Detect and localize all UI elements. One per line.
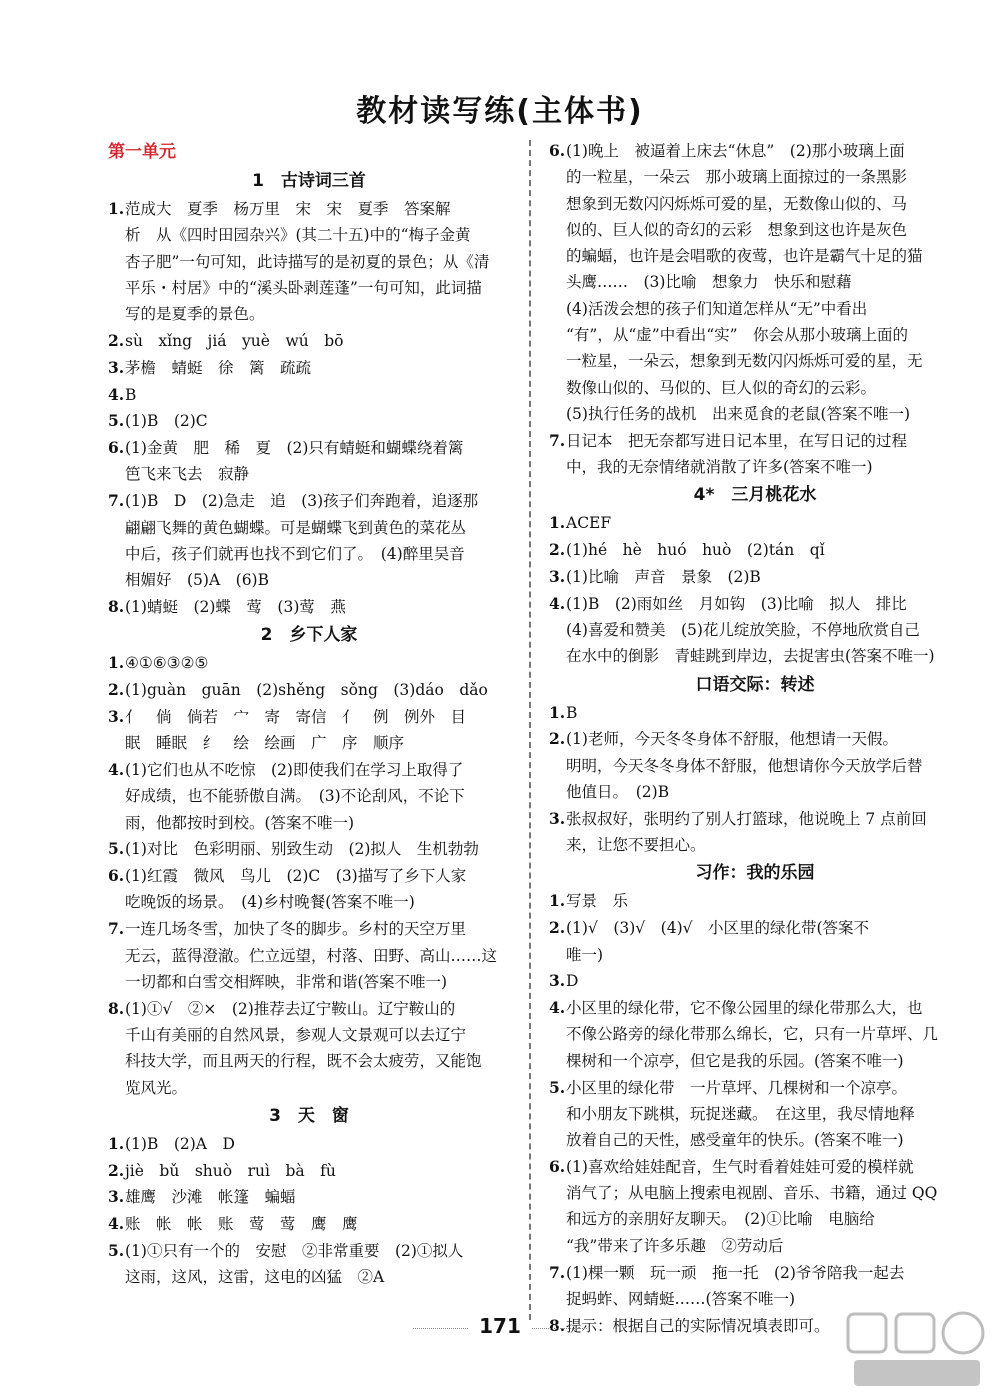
answer-line: (1)棵一颗 玩一顽 拖一托 (2)爷爷陪我一起去: [566, 1263, 905, 1282]
item-number: 2.: [549, 918, 566, 938]
answer-item: [108, 1158, 510, 1184]
answer-line: 这雨，这风，这雷，这电的凶猛 ②A: [125, 1268, 385, 1287]
answer-line: 不像公路旁的绿化带那么绵长，它，只有一片草坪、几: [566, 1025, 939, 1044]
answer-item: [108, 836, 510, 862]
item-number: 6.: [108, 866, 125, 886]
answer-item: [549, 700, 961, 726]
answer-line: 放着自己的天性，感受童年的快乐。(答案不唯一): [566, 1131, 904, 1150]
item-number: 8.: [108, 596, 125, 616]
answer-line: 棵树和一个凉亭，但它是我的乐园。(答案不唯一): [566, 1051, 904, 1070]
answer-item: [108, 704, 510, 757]
answer-line: 消气了；从电脑上搜索电视剧、音乐、书籍，通过 QQ: [566, 1184, 938, 1203]
answer-line: 一粒星，一朵云，想象到无数闪闪烁烁可爱的星，无: [566, 352, 923, 371]
answer-line: (1)√ (3)√ (4)√ 小区里的绿化带(答案不: [566, 919, 870, 938]
answer-line: 唯一): [566, 945, 604, 964]
right-column: [549, 138, 961, 1339]
answer-line: 提示：根据自己的实际情况填表即可。: [566, 1316, 830, 1335]
answer-line: 览风光。: [125, 1078, 188, 1097]
answer-line: (1)B (2)雨如丝 月如钩 (3)比喻 拟人 排比: [566, 594, 907, 613]
footer-ornament: [532, 1328, 587, 1329]
answer-item: [108, 196, 510, 327]
answer-item: [549, 806, 961, 859]
answer-item: [108, 382, 510, 408]
item-number: 1.: [549, 513, 566, 533]
answer-line: sù xǐng jiá yuè wú bō: [125, 331, 344, 350]
answer-item: [549, 1075, 961, 1154]
lesson-heading: 4* 三月桃花水: [693, 485, 817, 506]
answer-line: 科技大学，而且两天的行程，既不会太疲劳，又能饱: [125, 1052, 482, 1071]
answer-line: 雨，他都按时到校。(答案不唯一): [125, 813, 355, 832]
item-number: 4.: [108, 384, 125, 404]
answer-line: (1)①只有一个的 安慰 ②非常重要 (2)①拟人: [125, 1241, 464, 1260]
answer-line: 相媚好 (5)A (6)B: [125, 571, 269, 590]
item-number: 6.: [108, 438, 125, 458]
answer-line: (1)guàn guān (2)shěng sǒng (3)dáo dǎo: [125, 681, 488, 700]
answer-line: 明明，今天冬冬身体不舒服，他想请你今天放学后替: [566, 756, 923, 775]
item-number: 5.: [108, 411, 125, 431]
item-number: 7.: [108, 491, 125, 511]
page-title: 教材读写练(主体书): [356, 94, 644, 129]
answer-item: [108, 757, 510, 836]
answer-item: [108, 996, 510, 1101]
answer-line: (1)喜欢给娃娃配音，生气时看着娃娃可爱的模样就: [566, 1157, 914, 1176]
answer-line: (1)晚上 被逼着上床去“休息” (2)那小玻璃上面: [566, 142, 905, 160]
item-number: 4.: [108, 1214, 125, 1234]
item-number: 6.: [549, 141, 566, 160]
answer-line: (5)执行任务的战机 出来觅食的老鼠(答案不唯一): [566, 404, 911, 423]
answer-item: [108, 488, 510, 593]
answer-line: (1)①√ ②× (2)推荐去辽宁鞍山。辽宁鞍山的: [125, 999, 456, 1018]
answer-item: [549, 537, 961, 563]
answer-line: 翩翩飞舞的黄色蝴蝶。可是蝴蝶飞到黄色的菜花丛: [125, 518, 467, 537]
answer-line: 亻 倘 倘若 宀 寄 寄信 亻 例 例外 目: [125, 707, 467, 726]
answer-line: 好成绩，也不能骄傲自满。 (3)不论刮风，不论下: [125, 787, 465, 806]
answer-line: (1)蜻蜓 (2)蝶 莺 (3)莺 燕: [125, 597, 346, 616]
unit-heading: 第一单元: [108, 142, 176, 162]
answer-item: [549, 428, 961, 481]
answer-line: 日记本 把无奈都写进日记本里，在写日记的过程: [566, 431, 908, 450]
answer-item: [108, 677, 510, 703]
answer-item: [108, 328, 510, 354]
answer-line: 范成大 夏季 杨万里 宋 宋 夏季 答案解: [125, 200, 451, 218]
answer-item: [549, 968, 961, 994]
item-number: 3.: [108, 357, 125, 377]
answer-item: [549, 1154, 961, 1259]
answer-line: 中，我的无奈情绪就消散了许多(答案不唯一): [566, 458, 873, 477]
lesson-heading: 习作：我的乐园: [695, 863, 815, 884]
item-number: 6.: [549, 1156, 566, 1176]
lesson-heading: 3 天 窗: [269, 1105, 349, 1126]
answer-line: (1)对比 色彩明丽、别致生动 (2)拟人 生机勃勃: [125, 840, 479, 859]
answer-line: 似的、巨人似的奇幻的云彩 想象到这也许是灰色: [566, 220, 908, 239]
answer-item: [108, 435, 510, 488]
item-number: 2.: [549, 729, 566, 749]
answer-item: [549, 591, 961, 670]
item-number: 3.: [549, 808, 566, 828]
answer-line: (1)比喻 声音 景象 (2)B: [566, 567, 761, 586]
answer-item: [549, 726, 961, 805]
answer-line: 头鹰…… (3)比喻 想象力 快乐和慰藉: [566, 273, 852, 292]
item-number: 3.: [108, 706, 125, 726]
lesson-heading: 口语交际：转述: [695, 674, 815, 695]
answer-line: 他值日。 (2)B: [566, 783, 670, 802]
answer-line: (1)B (2)C: [125, 412, 208, 431]
item-number: 5.: [108, 839, 125, 859]
answer-line: 析 从《四时田园杂兴》(其二十五)中的“梅子金黄: [125, 226, 471, 245]
answer-item: [108, 355, 510, 381]
answer-line: 小区里的绿化带，它不像公园里的绿化带那么大，也: [566, 999, 923, 1018]
item-number: 1.: [549, 891, 566, 911]
answer-line: ④①⑥③②⑤: [125, 654, 209, 673]
item-number: 1.: [108, 653, 125, 673]
answer-line: 的蝙蝠，也许是会唱歌的夜莺，也许是霸气十足的猫: [566, 247, 923, 266]
answer-item: [549, 995, 961, 1074]
item-number: 2.: [549, 540, 566, 560]
footer-ornament: [413, 1328, 468, 1329]
answer-line: 账 帐 帐 账 莺 莺 鹰 鹰: [125, 1215, 358, 1234]
answer-item: [108, 1184, 510, 1210]
answer-item: [108, 594, 510, 620]
answer-line: (1)B D (2)急走 追 (3)孩子们奔跑着，追逐那: [125, 492, 479, 511]
item-number: 2.: [108, 330, 125, 350]
answer-line: 写景 乐: [566, 892, 629, 911]
answer-item: [549, 1260, 961, 1313]
answer-item: [108, 916, 510, 995]
answer-line: ACEF: [566, 514, 612, 533]
answer-line: (1)hé hè huó huò (2)tán qǐ: [566, 541, 825, 560]
answer-line: 的一粒星，一朵云 那小玻璃上面掠过的一条黑影: [566, 168, 908, 187]
item-number: 3.: [549, 971, 566, 991]
item-number: 7.: [549, 430, 566, 450]
item-number: 7.: [549, 1262, 566, 1282]
answer-item: [549, 138, 961, 427]
item-number: 3.: [108, 1187, 125, 1207]
column-divider: [529, 140, 531, 1320]
answer-line: 在水中的倒影 青蛙跳到岸边，去捉害虫(答案不唯一): [566, 647, 935, 666]
item-number: 1.: [108, 1133, 125, 1153]
answer-line: 捉蚂蚱、网蜻蜓……(答案不唯一): [566, 1289, 796, 1308]
item-number: 4.: [549, 593, 566, 613]
left-column: [108, 138, 510, 1291]
answer-line: 小区里的绿化带 一片草坪、几棵树和一个凉亭。: [566, 1078, 908, 1097]
answer-line: (1)金黄 肥 稀 夏 (2)只有蜻蜓和蝴蝶绕着篱: [125, 439, 464, 458]
item-number: 4.: [549, 998, 566, 1018]
answer-line: 一切都和白雪交相辉映，非常和谐(答案不唯一): [125, 972, 448, 991]
item-number: 2.: [108, 680, 125, 700]
answer-line: 千山有美丽的自然风景，参观人文景观可以去辽宁: [125, 1025, 467, 1044]
answer-line: 来，让您不要担心。: [566, 836, 706, 855]
answer-line: “我”带来了许多乐趣 ②劳动后: [566, 1236, 784, 1255]
answer-line: 写的是夏季的景色。: [125, 305, 265, 324]
answer-item: [108, 863, 510, 916]
watermark-logo: [842, 1308, 992, 1392]
answer-line: 中后，孩子们就再也找不到它们了。 (4)醉里吴音: [125, 544, 465, 563]
item-number: 5.: [549, 1077, 566, 1097]
answer-line: 茅檐 蜻蜓 徐 篱 疏疏: [125, 358, 312, 377]
answer-item: [549, 510, 961, 536]
answer-line: 雄鹰 沙滩 帐篷 蝙蝠: [125, 1188, 296, 1207]
answer-line: 张叔叔好，张明约了别人打篮球，他说晚上 7 点前回: [566, 809, 927, 828]
answer-line: “有”，从“虚”中看出“实” 你会从那小玻璃上面的: [566, 326, 909, 345]
answer-line: 和小朋友下跳棋，玩捉迷藏。 在这里，我尽情地释: [566, 1104, 915, 1123]
item-number: 2.: [108, 1160, 125, 1180]
answer-line: (1)B (2)A D: [125, 1134, 235, 1153]
answer-line: jiè bǔ shuò ruì bà fù: [125, 1161, 336, 1180]
answer-line: 想象到无数闪闪烁烁可爱的星，无数像山似的、马: [566, 194, 908, 213]
item-number: 5.: [108, 1240, 125, 1260]
answer-line: (1)红霞 微风 鸟儿 (2)C (3)描写了乡下人家: [125, 867, 467, 886]
answer-line: 杏子肥”一句可知，此诗描写的是初夏的景色；从《清: [125, 252, 490, 271]
lesson-heading: 2 乡下人家: [260, 625, 358, 646]
lesson-heading: 1 古诗词三首: [252, 171, 366, 191]
item-number: 4.: [108, 759, 125, 779]
answer-line: (4)活泼会想的孩子们知道怎样从“无”中看出: [566, 299, 868, 318]
page-number: 171: [479, 1314, 521, 1338]
answer-line: B: [125, 385, 137, 404]
answer-line: D: [566, 972, 579, 991]
answer-line: 笆飞来飞去 寂静: [125, 465, 250, 484]
answer-line: 和远方的亲朋好友聊天。 (2)①比喻 电脑给: [566, 1210, 875, 1229]
item-number: 3.: [549, 566, 566, 586]
answer-line: 眠 睡眠 纟 绘 绘画 广 序 顺序: [125, 734, 405, 753]
answer-line: (4)喜爱和赞美 (5)花儿绽放笑脸，不停地欣赏自己: [566, 621, 920, 640]
answer-line: 吃晚饭的场景。 (4)乡村晚餐(答案不唯一): [125, 893, 415, 912]
answer-line: (1)它们也从不吃惊 (2)即使我们在学习上取得了: [125, 760, 464, 779]
item-number: 1.: [108, 199, 125, 218]
item-number: 8.: [549, 1315, 566, 1335]
answer-item: [549, 888, 961, 914]
answer-line: 无云，蓝得澄澈。伫立远望，村落、田野、高山……这: [125, 946, 498, 965]
answer-item: [108, 408, 510, 434]
answer-item: [549, 564, 961, 590]
item-number: 7.: [108, 919, 125, 939]
answer-item: [108, 1131, 510, 1157]
answer-item: [108, 1211, 510, 1237]
item-number: 8.: [108, 998, 125, 1018]
answer-item: [549, 915, 961, 968]
answer-line: 平乐・村居》中的“溪头卧剥莲蓬”一句可知，此词描: [125, 278, 482, 297]
answer-line: (1)老师，今天冬冬身体不舒服，他想请一天假。: [566, 730, 898, 749]
answer-line: 一连几场冬雪，加快了冬的脚步。乡村的天空万里: [125, 920, 467, 939]
answer-line: B: [566, 703, 578, 722]
item-number: 1.: [549, 702, 566, 722]
answer-item: [108, 1238, 510, 1291]
answer-item: [108, 650, 510, 676]
answer-line: 数像山似的、马似的、巨人似的奇幻的云彩。: [566, 378, 877, 397]
